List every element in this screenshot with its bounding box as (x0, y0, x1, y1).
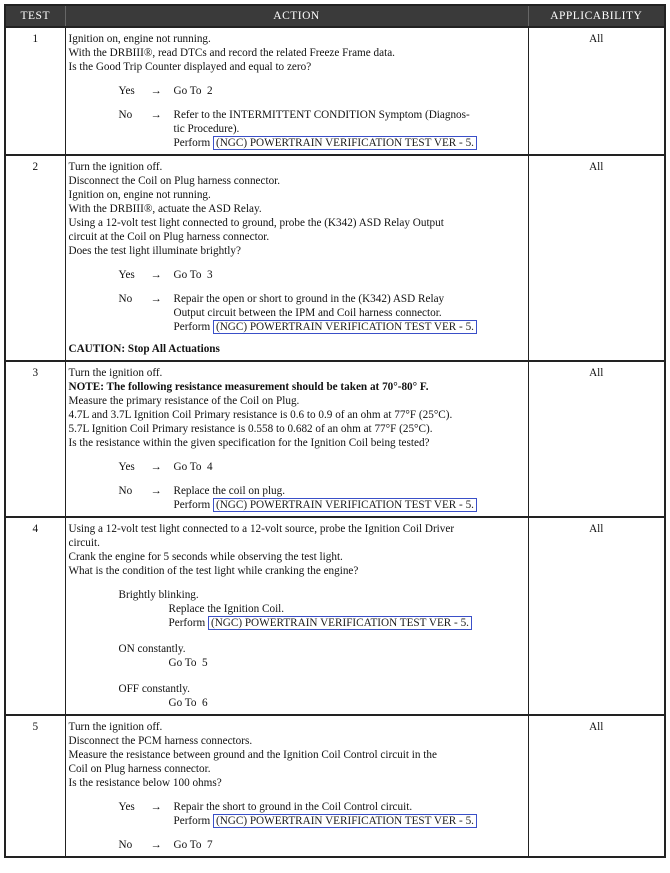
arrow-icon: → (150, 293, 162, 305)
yes-label: Yes (118, 85, 135, 97)
yes-option (69, 268, 525, 282)
no-label: No (118, 109, 133, 121)
arrow-icon: → (150, 485, 162, 497)
action-line: Disconnect the Coil on Plug harness connector. (68, 175, 281, 187)
arrow-icon: → (150, 839, 162, 851)
applicability-value: All (528, 361, 665, 517)
choice-label: OFF constantly. (118, 683, 190, 695)
action-line: Is the resistance below 100 ohms? (68, 777, 222, 789)
action-line: Does the test light illuminate brightly? (68, 245, 241, 257)
choice-option (119, 682, 525, 710)
action-line: Is the Good Trip Counter displayed and equal to zero? (68, 61, 312, 73)
go-to-target[interactable]: 4 (207, 461, 213, 473)
caution-text: CAUTION: Stop All Actuations (68, 343, 220, 355)
go-to-target[interactable]: 5 (202, 657, 208, 669)
perform-label: Perform (173, 321, 211, 333)
applicability-value: All (528, 517, 665, 715)
action-line: Using a 12-volt test light connected to ground, probe the (K342) ASD Relay Output (68, 217, 444, 229)
action-cell (65, 155, 528, 361)
applicability-value: All (528, 715, 665, 857)
table-row (5, 517, 665, 715)
yes-label: Yes (118, 461, 135, 473)
no-option (69, 838, 525, 852)
applicability-value: All (528, 27, 665, 155)
go-to-label: Go To (173, 85, 202, 97)
yes-label: Yes (118, 269, 135, 281)
action-line: With the DRBIII®, read DTCs and record the related Freeze Frame data. (68, 47, 395, 59)
verification-test-link[interactable]: (NGC) POWERTRAIN VERIFICATION TEST VER - 5. (213, 814, 477, 828)
no-action-text: Refer to the INTERMITTENT CONDITION Symptom (Diagnos- (173, 109, 470, 121)
action-cell (65, 361, 528, 517)
go-to-target[interactable]: 2 (207, 85, 213, 97)
header-applicability: APPLICABILITY (528, 5, 665, 27)
go-to-label: Go To (168, 657, 197, 669)
action-line: With the DRBIII®, actuate the ASD Relay. (68, 203, 262, 215)
action-line: Turn the ignition off. (68, 367, 163, 379)
choice-action-text: Replace the Ignition Coil. (168, 603, 285, 615)
go-to-target[interactable]: 7 (207, 839, 213, 851)
arrow-icon: → (150, 269, 162, 281)
arrow-icon: → (150, 109, 162, 121)
choice-label: ON constantly. (118, 643, 186, 655)
test-number: 5 (5, 715, 65, 857)
action-line: Measure the resistance between ground and the Ignition Coil Control circuit in the (68, 749, 437, 761)
action-line: Disconnect the PCM harness connectors. (68, 735, 253, 747)
table-header-row (5, 5, 665, 27)
test-number: 2 (5, 155, 65, 361)
action-cell (65, 517, 528, 715)
action-line: 4.7L and 3.7L Ignition Coil Primary resistance is 0.6 to 0.9 of an ohm at 77°F (25°C). (68, 409, 453, 421)
no-action-text: Repair the open or short to ground in the (K342) ASD Relay (173, 293, 445, 305)
choice-label: Brightly blinking. (118, 589, 199, 601)
go-to-label: Go To (173, 269, 202, 281)
table-row (5, 715, 665, 857)
yes-label: Yes (118, 801, 135, 813)
action-line: Turn the ignition off. (68, 161, 163, 173)
no-label: No (118, 485, 133, 497)
action-line: Coil on Plug harness connector. (68, 763, 211, 775)
action-line: Ignition on, engine not running. (68, 33, 211, 45)
action-line: circuit. (68, 537, 100, 549)
action-line: Measure the primary resistance of the Coil on Plug. (68, 395, 300, 407)
go-to-target[interactable]: 6 (202, 697, 208, 709)
no-action-text: Replace the coil on plug. (173, 485, 286, 497)
note-text: NOTE: The following resistance measurement should be taken at 70°-80° F. (68, 381, 429, 393)
verification-test-link[interactable]: (NGC) POWERTRAIN VERIFICATION TEST VER - 5. (213, 498, 477, 512)
go-to-label: Go To (173, 839, 202, 851)
no-option (69, 484, 525, 512)
no-action-text: Output circuit between the IPM and Coil harness connector. (173, 307, 442, 319)
arrow-icon: → (150, 85, 162, 97)
perform-label: Perform (173, 137, 211, 149)
table-row (5, 155, 665, 361)
table-row (5, 27, 665, 155)
applicability-value: All (528, 155, 665, 361)
verification-test-link[interactable]: (NGC) POWERTRAIN VERIFICATION TEST VER - 5. (208, 616, 472, 630)
yes-option (69, 460, 525, 474)
table-row (5, 361, 665, 517)
verification-test-link[interactable]: (NGC) POWERTRAIN VERIFICATION TEST VER - 5. (213, 136, 477, 150)
no-option (69, 292, 525, 334)
procedure-page (4, 4, 666, 852)
action-line: circuit at the Coil on Plug harness connector. (68, 231, 270, 243)
no-label: No (118, 293, 133, 305)
action-cell (65, 27, 528, 155)
yes-option (69, 800, 525, 828)
no-label: No (118, 839, 133, 851)
go-to-label: Go To (173, 461, 202, 473)
go-to-label: Go To (168, 697, 197, 709)
test-number: 3 (5, 361, 65, 517)
yes-action-text: Repair the short to ground in the Coil Control circuit. (173, 801, 413, 813)
arrow-icon: → (150, 461, 162, 473)
action-line: What is the condition of the test light while cranking the engine? (68, 565, 359, 577)
arrow-icon: → (150, 801, 162, 813)
choice-option (119, 588, 525, 630)
header-test: TEST (5, 5, 65, 27)
header-action: ACTION (65, 5, 528, 27)
go-to-target[interactable]: 3 (207, 269, 213, 281)
choice-option (119, 642, 525, 670)
no-action-text: tic Procedure). (173, 123, 240, 135)
perform-label: Perform (173, 499, 211, 511)
no-option (69, 108, 525, 150)
action-line: 5.7L Ignition Coil Primary resistance is 0.558 to 0.682 of an ohm at 77°F (25°C). (68, 423, 433, 435)
diagnostic-table (4, 4, 666, 858)
perform-label: Perform (168, 617, 206, 629)
yes-option (69, 84, 525, 98)
action-line: Crank the engine for 5 seconds while observing the test light. (68, 551, 343, 563)
action-line: Using a 12-volt test light connected to a 12-volt source, probe the Ignition Coil Driver (68, 523, 455, 535)
test-number: 4 (5, 517, 65, 715)
perform-label: Perform (173, 815, 211, 827)
verification-test-link[interactable]: (NGC) POWERTRAIN VERIFICATION TEST VER - 5. (213, 320, 477, 334)
test-number: 1 (5, 27, 65, 155)
action-cell (65, 715, 528, 857)
action-line: Ignition on, engine not running. (68, 189, 211, 201)
action-line: Is the resistance within the given specification for the Ignition Coil being tested? (68, 437, 430, 449)
action-line: Turn the ignition off. (68, 721, 163, 733)
